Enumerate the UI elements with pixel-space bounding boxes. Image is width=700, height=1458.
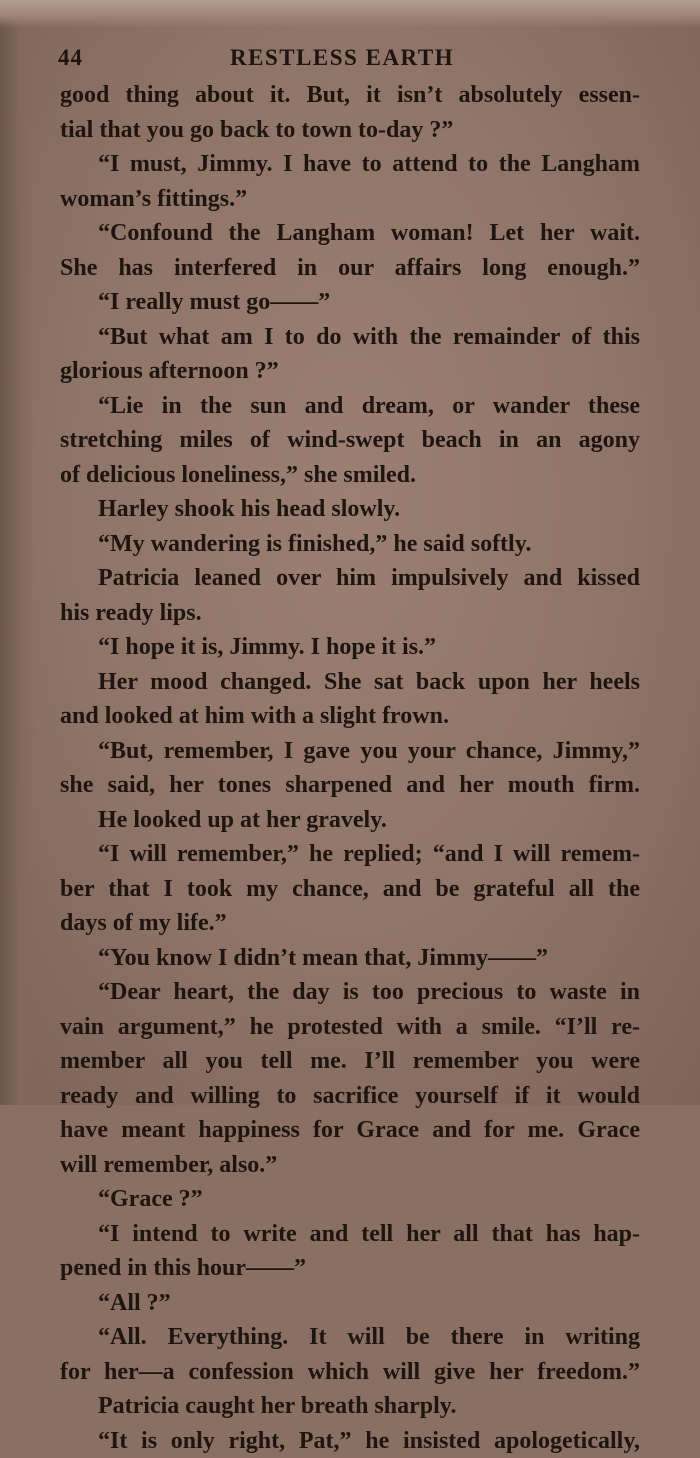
text-line: “Confound the Langham woman! Let her wait. bbox=[60, 216, 640, 251]
text-line: “But, remember, I gave you your chance, Jimmy,” bbox=[60, 734, 640, 769]
text-line: “It is only right, Pat,” he insisted apologetically, bbox=[60, 1424, 640, 1458]
running-head bbox=[60, 38, 640, 78]
text-line: “I will remember,” he replied; “and I will remem- bbox=[60, 837, 640, 872]
text-line: “Lie in the sun and dream, or wander these bbox=[60, 389, 640, 424]
text-line: his ready lips. bbox=[60, 596, 640, 631]
text-line: of delicious loneliness,” she smiled. bbox=[60, 458, 640, 493]
text-line: tial that you go back to town to-day ?” bbox=[60, 113, 640, 148]
page-number: 44 bbox=[58, 38, 83, 78]
text-line: “All ?” bbox=[60, 1286, 640, 1321]
text-line: She has interfered in our affairs long enough.” bbox=[60, 251, 640, 286]
text-line: she said, her tones sharpened and her mouth firm. bbox=[60, 768, 640, 803]
text-line: “I intend to write and tell her all that has hap- bbox=[60, 1217, 640, 1252]
text-line: stretching miles of wind-swept beach in an agony bbox=[60, 423, 640, 458]
text-line: “Grace ?” bbox=[60, 1182, 640, 1217]
text-line: woman’s fittings.” bbox=[60, 182, 640, 217]
text-line: “You know I didn’t mean that, Jimmy——” bbox=[60, 941, 640, 976]
text-line: “All. Everything. It will be there in writing bbox=[60, 1320, 640, 1355]
text-line: for her—a confession which will give her freedom.” bbox=[60, 1355, 640, 1390]
text-line: will remember, also.” bbox=[60, 1148, 640, 1183]
page-text-block bbox=[60, 38, 640, 1458]
book-title: RESTLESS EARTH bbox=[230, 38, 454, 78]
text-line: good thing about it. But, it isn’t absolutely essen- bbox=[60, 78, 640, 113]
text-line: “But what am I to do with the remainder of this bbox=[60, 320, 640, 355]
text-line: member all you tell me. I’ll remember you were bbox=[60, 1044, 640, 1079]
text-line: and looked at him with a slight frown. bbox=[60, 699, 640, 734]
text-line: vain argument,” he protested with a smile. “I’ll re- bbox=[60, 1010, 640, 1045]
text-line: Patricia leaned over him impulsively and kissed bbox=[60, 561, 640, 596]
text-line: Patricia caught her breath sharply. bbox=[60, 1389, 640, 1424]
text-line: “I must, Jimmy. I have to attend to the Langham bbox=[60, 147, 640, 182]
page-left-edge-shadow bbox=[0, 0, 34, 1105]
text-line: ber that I took my chance, and be grateful all the bbox=[60, 872, 640, 907]
text-line: Harley shook his head slowly. bbox=[60, 492, 640, 527]
text-line: ready and willing to sacrifice yourself if it would bbox=[60, 1079, 640, 1114]
text-line: Her mood changed. She sat back upon her heels bbox=[60, 665, 640, 700]
text-line: have meant happiness for Grace and for me. Grace bbox=[60, 1113, 640, 1148]
text-line: glorious afternoon ?” bbox=[60, 354, 640, 389]
page-top-edge bbox=[0, 0, 700, 28]
text-line: He looked up at her gravely. bbox=[60, 803, 640, 838]
text-line: “Dear heart, the day is too precious to waste in bbox=[60, 975, 640, 1010]
text-line: “I hope it is, Jimmy. I hope it is.” bbox=[60, 630, 640, 665]
text-line: pened in this hour——” bbox=[60, 1251, 640, 1286]
text-line: “My wandering is finished,” he said softly. bbox=[60, 527, 640, 562]
text-line: “I really must go——” bbox=[60, 285, 640, 320]
text-line: days of my life.” bbox=[60, 906, 640, 941]
